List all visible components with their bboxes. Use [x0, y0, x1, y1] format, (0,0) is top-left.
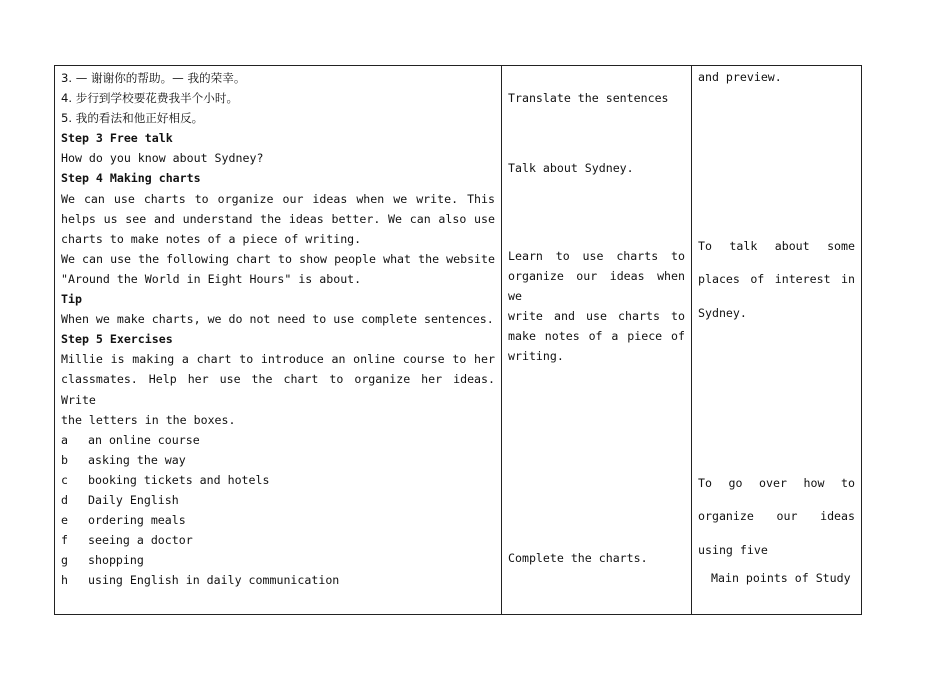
activity-cell: [502, 66, 692, 615]
procedure-line: helps us see and understand the ideas better. We can also use: [61, 211, 495, 226]
list-item-letter: f: [61, 533, 68, 548]
list-item: [61, 550, 495, 570]
procedure-line: classmates. Help her use the chart to organize her ideas. Write: [61, 372, 495, 407]
procedure-line: 3. — 谢谢你的帮助。— 我的荣幸。: [61, 71, 246, 85]
procedure-line: We can use charts to organize our ideas when we write. This: [61, 191, 495, 206]
list-item-text: booking tickets and hotels: [88, 472, 270, 487]
procedure-line: Step 5 Exercises: [61, 332, 173, 347]
procedure-text: [61, 68, 495, 590]
activity-learn-line: organize our ideas when we: [508, 269, 685, 304]
list-item-letter: b: [61, 452, 68, 467]
list-item-text: shopping: [88, 553, 144, 568]
procedure-line: Tip: [61, 292, 82, 307]
list-item-letter: e: [61, 513, 68, 528]
list-item: [61, 490, 495, 510]
list-item: [61, 570, 495, 590]
list-item-letter: a: [61, 432, 68, 447]
list-item: [61, 470, 495, 490]
procedure-line: Millie is making a chart to introduce an online course to her: [61, 352, 495, 367]
activity-talk: Talk about Sydney.: [508, 161, 634, 175]
aim-cell: [692, 66, 862, 615]
list-item-text: Daily English: [88, 492, 179, 507]
list-item: [61, 450, 495, 470]
activity-learn-line: Learn to use charts to: [508, 249, 685, 263]
aim-organize: [698, 467, 855, 567]
procedure-line: When we make charts, we do not need to use complete sentences.: [61, 312, 494, 327]
procedure-line: charts to make notes of a piece of writing.: [61, 231, 362, 246]
activity-learn-line: write and use charts to: [508, 309, 685, 324]
list-item: [61, 510, 495, 530]
aim-line: To go over how to: [698, 476, 855, 490]
activity-complete: Complete the charts.: [508, 551, 648, 565]
lesson-plan-table: [54, 65, 862, 615]
aim-preview: and preview.: [698, 70, 782, 84]
aim-main-points: Main points of Study: [711, 571, 851, 585]
aim-line: places of interest in: [698, 272, 855, 287]
activity-learn-line: make notes of a piece of: [508, 329, 685, 344]
list-item-text: ordering meals: [88, 513, 186, 528]
list-item: [61, 530, 495, 550]
list-item-letter: c: [61, 472, 68, 487]
list-item: [61, 430, 495, 450]
aim-line: using five: [698, 542, 768, 557]
procedure-line: the letters in the boxes.: [61, 412, 236, 427]
aim-line: organize our ideas: [698, 509, 855, 524]
list-item-text: asking the way: [88, 452, 186, 467]
procedure-line: 5. 我的看法和他正好相反。: [61, 111, 204, 126]
list-item-text: using English in daily communication: [88, 573, 340, 588]
procedure-line: We can use the following chart to show people what the website: [61, 251, 495, 266]
procedure-line: How do you know about Sydney?: [61, 151, 264, 166]
procedure-cell: [55, 66, 502, 615]
list-item-letter: g: [61, 553, 68, 568]
aim-talk: [698, 230, 855, 330]
activity-translate: Translate the sentences: [508, 91, 669, 105]
procedure-line: "Around the World in Eight Hours" is about.: [61, 271, 362, 286]
list-item-letter: h: [61, 573, 68, 588]
activity-learn: [508, 246, 685, 367]
list-item-text: an online course: [88, 432, 200, 447]
list-item-letter: d: [61, 492, 68, 507]
procedure-line: 4. 步行到学校要花费我半个小时。: [61, 91, 239, 106]
procedure-line: Step 4 Making charts: [61, 171, 201, 186]
table-row: [55, 66, 862, 615]
aim-line: Sydney.: [698, 305, 747, 320]
procedure-line: Step 3 Free talk: [61, 131, 173, 146]
activity-learn-line: writing.: [508, 349, 564, 364]
list-item-text: seeing a doctor: [88, 533, 193, 548]
aim-line: To talk about some: [698, 239, 855, 253]
